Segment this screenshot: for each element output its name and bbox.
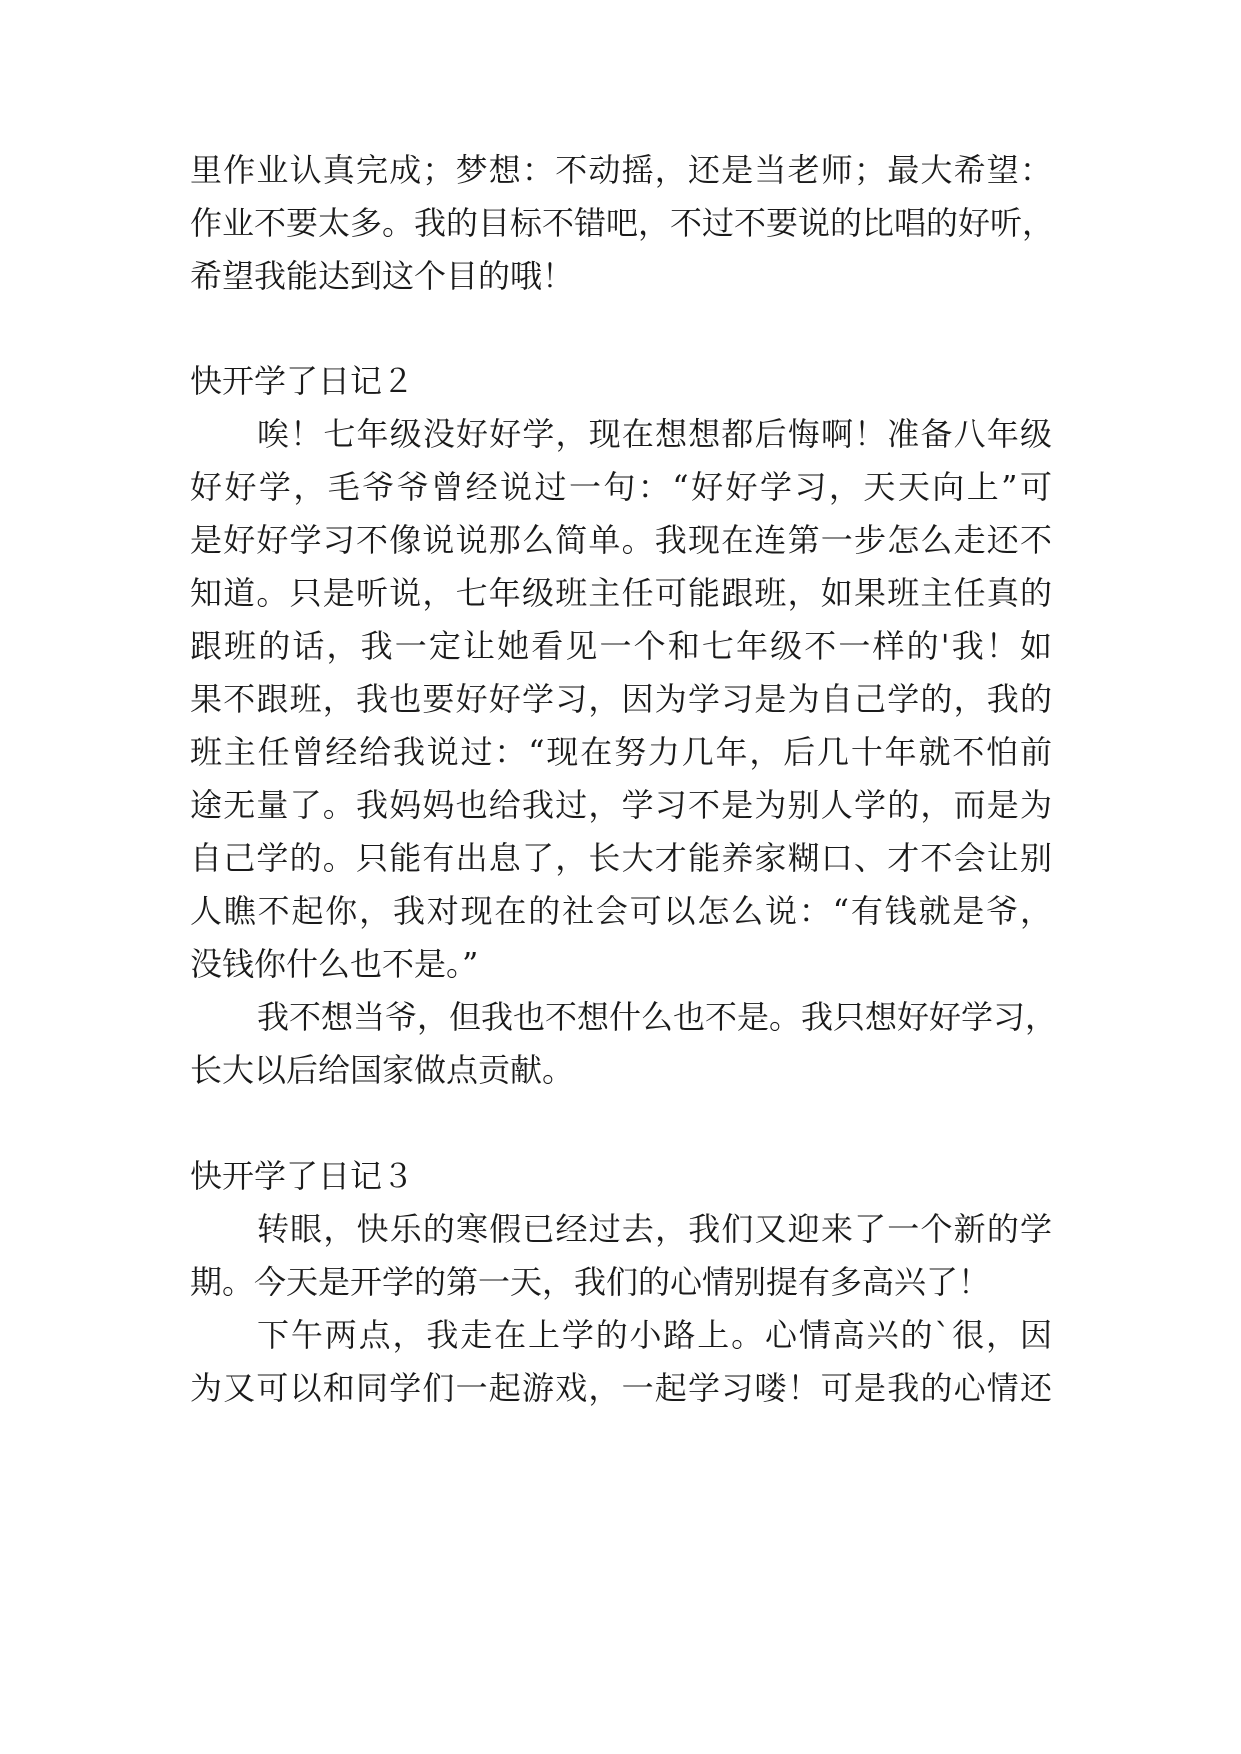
section-3-line-4: 为又可以和同学们一起游戏，一起学习喽！可是我的心情还 — [190, 1369, 1052, 1407]
section-2-line-11: 没钱你什么也不是。” — [190, 945, 479, 983]
section-3-line-3: 下午两点，我走在上学的小路上。心情高兴的`很，因 — [257, 1316, 1052, 1354]
section-2-line-5: 跟班的话，我一定让她看见一个和七年级不一样的'我！如 — [190, 627, 1052, 665]
section-2-line-4: 知道。只是听说，七年级班主任可能跟班，如果班主任真的 — [190, 574, 1052, 612]
section-2-line-3: 是好好学习不像说说那么简单。我现在连第一步怎么走还不 — [190, 521, 1052, 559]
section-2-line-6: 果不跟班，我也要好好学习，因为学习是为自己学的，我的 — [190, 680, 1052, 718]
section-2-line-8: 途无量了。我妈妈也给我过，学习不是为别人学的，而是为 — [190, 786, 1052, 824]
section-2-line-7: 班主任曾经给我说过：“现在努力几年，后几十年就不怕前 — [190, 733, 1052, 771]
section-3-line-2: 期。今天是开学的第一天，我们的心情别提有多高兴了！ — [190, 1263, 991, 1301]
section-2-line-2: 好好学，毛爷爷曾经说过一句：“好好学习，天天向上”可 — [190, 468, 1052, 506]
section-3-line-1: 转眼，快乐的寒假已经过去，我们又迎来了一个新的学 — [257, 1210, 1052, 1248]
intro-line-2: 作业不要太多。我的目标不错吧，不过不要说的比唱的好听， — [190, 204, 1055, 242]
section-2-line-13: 长大以后给国家做点贡献。 — [190, 1051, 575, 1089]
section-2-line-1: 唉！七年级没好好学，现在想想都后悔啊！准备八年级 — [257, 415, 1052, 453]
section-2-heading: 快开学了日记２ — [190, 362, 415, 400]
section-2-line-10: 人瞧不起你，我对现在的社会可以怎么说：“有钱就是爷， — [190, 892, 1052, 930]
section-2-line-9: 自己学的。只能有出息了，长大才能养家糊口、才不会让别 — [190, 839, 1052, 877]
section-2-line-12: 我不想当爷，但我也不想什么也不是。我只想好好学习， — [257, 998, 1058, 1036]
intro-line-3: 希望我能达到这个目的哦！ — [190, 257, 575, 295]
intro-line-1: 里作业认真完成；梦想：不动摇，还是当老师；最大希望： — [190, 151, 1052, 189]
section-3-heading: 快开学了日记３ — [190, 1157, 415, 1195]
